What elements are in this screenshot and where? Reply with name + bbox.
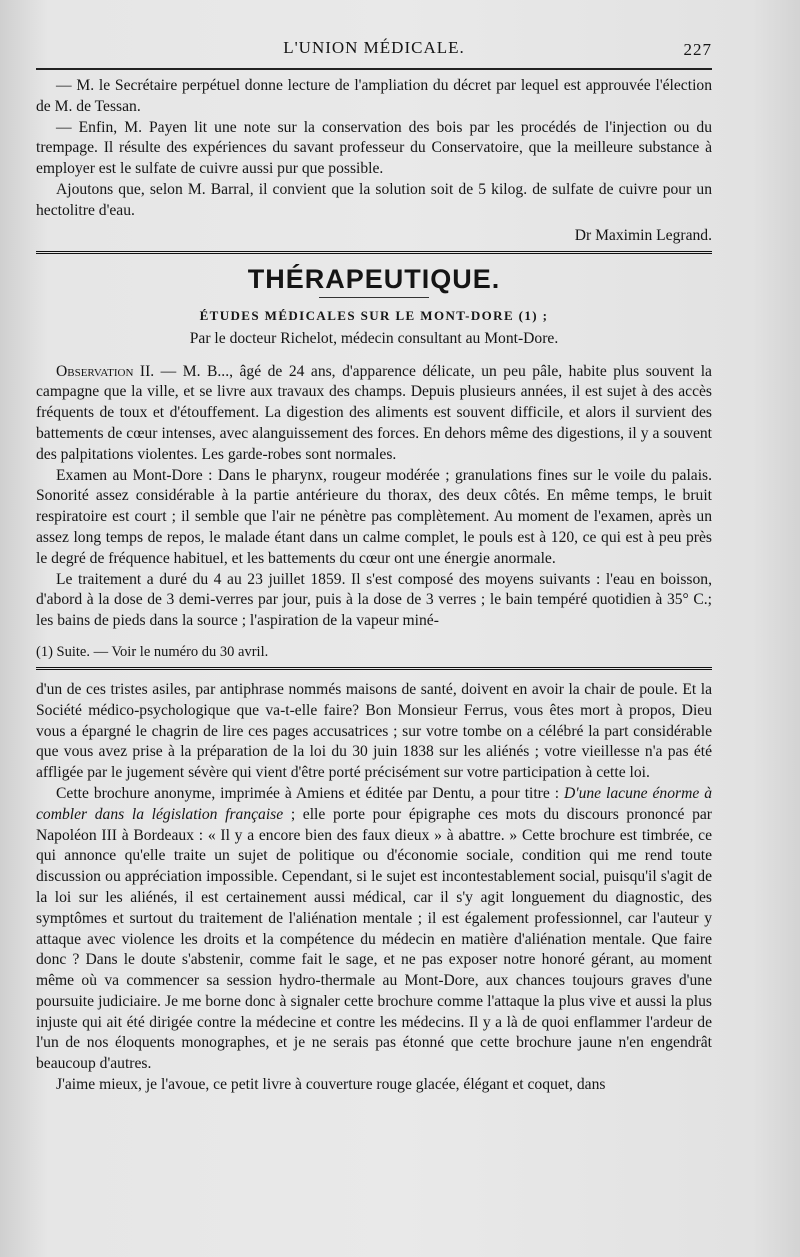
- section-divider: [36, 251, 712, 256]
- byline: Par le docteur Richelot, médecin consultant au Mont-Dore.: [189, 329, 559, 347]
- article-title: ÉTUDES MÉDICALES SUR LE MONT-DORE (1) ;: [199, 307, 549, 323]
- title-rule: [319, 297, 429, 298]
- observation-label: Observation II.: [56, 362, 155, 380]
- feuilleton-divider: [36, 667, 712, 672]
- signature: Dr Maximin Legrand.: [574, 226, 712, 244]
- brochure-intro: Cette brochure anonyme, imprimée à Amiens et éditée par Dentu, a pour titre :: [56, 784, 564, 802]
- paragraph-payen: — Enfin, M. Payen lit une note sur la conservation des bois par les procédés de l'injection ou du trempage. Il résulte des expériences du savant professeur du Conservatoire, que la meilleure substance à employer est le sulfate de cuivre aussi pur que possible.: [36, 118, 712, 178]
- paragraph-secretary: — M. le Secrétaire perpétuel donne lecture de l'ampliation du décret par lequel est approuvée l'élection de M. de Tessan.: [36, 77, 712, 115]
- exam-paragraph: Examen au Mont-Dore : Dans le pharynx, rougeur modérée ; granulations fines sur le voile du palais. Sonorité assez considérable à la partie antérieure du thorax, des deux côtés. En même temps, le bruit respiratoire est court ; il semble que l'air ne pénètre pas complètement. Au moment de l'examen, après un assez long temps de repos, le malade étant dans un calme complet, le pouls est à 120, ce qui est à peu près le degré de fréquence habituel, et les battements du cœur ont une énergie anormale.: [36, 466, 712, 567]
- treatment-paragraph: Le traitement a duré du 4 au 23 juillet 1859. Il s'est composé des moyens suivants : l'eau en boisson, d'abord à la dose de 3 demi-verres par jour, puis à la dose de 3 verres ; le bain tempéré quotidien à 35° C.; les bains de pieds dans la source ; l'aspiration de la vapeur miné-: [36, 570, 712, 630]
- page-number: 227: [683, 40, 712, 59]
- feuilleton-paragraph-1: d'un de ces tristes asiles, par antiphrase nommés maisons de santé, doivent en avoir la chair de poule. Et la Société médico-psychologique que va-t-elle faire? Bon Monsieur Ferrus, vous êtes mort à propos, Dieu vous a épargné le chagrin de lire ces pages accusatrices ; sur votre tombe on a célébré la part considérable que vous avez prise à la préparation de la loi du 30 juin 1838 sur les aliénés ; votre vieillesse n'a pas été affligée par le jugement sévère qui vient d'être porté précisément sur votre participation à cette loi.: [36, 680, 712, 782]
- feuilleton-paragraph-3: J'aime mieux, je l'avoue, ce petit livre à couverture rouge glacée, élégant et coquet, dans: [56, 1076, 606, 1094]
- feuilleton: [36, 680, 712, 1096]
- feuilleton-paragraph-2: [36, 784, 712, 1075]
- section-title: THÉRAPEUTIQUE.: [247, 263, 501, 294]
- brochure-title: D'une lacune énorme à combler dans la législation française: [36, 784, 712, 823]
- academy-report: [36, 76, 712, 245]
- footnote: (1) Suite. — Voir le numéro du 30 avril.: [36, 643, 269, 660]
- observation-paragraph: [36, 362, 712, 466]
- journal-title: L'UNION MÉDICALE.: [283, 38, 465, 57]
- running-head: [36, 24, 712, 64]
- observation-text: — M. B..., âgé de 24 ans, d'apparence délicate, un peu pâle, habite plus souvent la campagne que la ville, et se livre aux travaux des champs. Depuis plusieurs années, il est sujet à des accès fréquents de toux et d'étouffement. La digestion des aliments est souvent difficile, et alors il survient des battements de cœur intenses, avec alanguissement des forces. En dehors même des digestions, il y a souvent des palpitations violentes. Les garde-robes sont normales.: [36, 362, 712, 463]
- paragraph-barral: Ajoutons que, selon M. Barral, il convient que la solution soit de 5 kilog. de sulfate de cuivre pour un hectolitre d'eau.: [36, 180, 712, 219]
- brochure-text: ; elle porte pour épigraphe ces mots du discours prononcé par Napoléon III à Bordeaux : « Il y a encore bien des faux dieux » à abattre. » Cette brochure est timbrée, ce qui annonce qu'elle traite un sujet de politique ou d'économie sociale, condition qui me rend toute discussion ou appréciation impossible. Cependant, si le sujet est incontestablement social, puisqu'il s'agit de la loi sur les aliénés, il est certainement aussi médical, car il s'y agit longuement du diagnostic, des symptômes et surtout du traitement de l'aliénation mentale ; il est également professionnel, car l'auteur y attaque avec violence les droits et la compétence du médecin en matière d'aliénation mentale. Que faire donc ? Dans le doute s'abstenir, comme fait le sage, et ne pas exposer notre honoré gérant, au moment même où va commencer sa session hydro-thermale au Mont-Dore, aux chances toujours graves d'une poursuite judiciaire. Je me borne donc à signaler cette brochure comme l'attaque la plus vive et aussi la plus injuste qui ait été dirigée contre la médecine et contre les médecins. Il y a là de quoi enflammer l'ardeur de l'un de nos éloquents monographes, et je ne serais pas étonné que cette brochure jaune n'en engendrât beaucoup d'autres.: [36, 805, 713, 1073]
- header-rule: [36, 68, 712, 70]
